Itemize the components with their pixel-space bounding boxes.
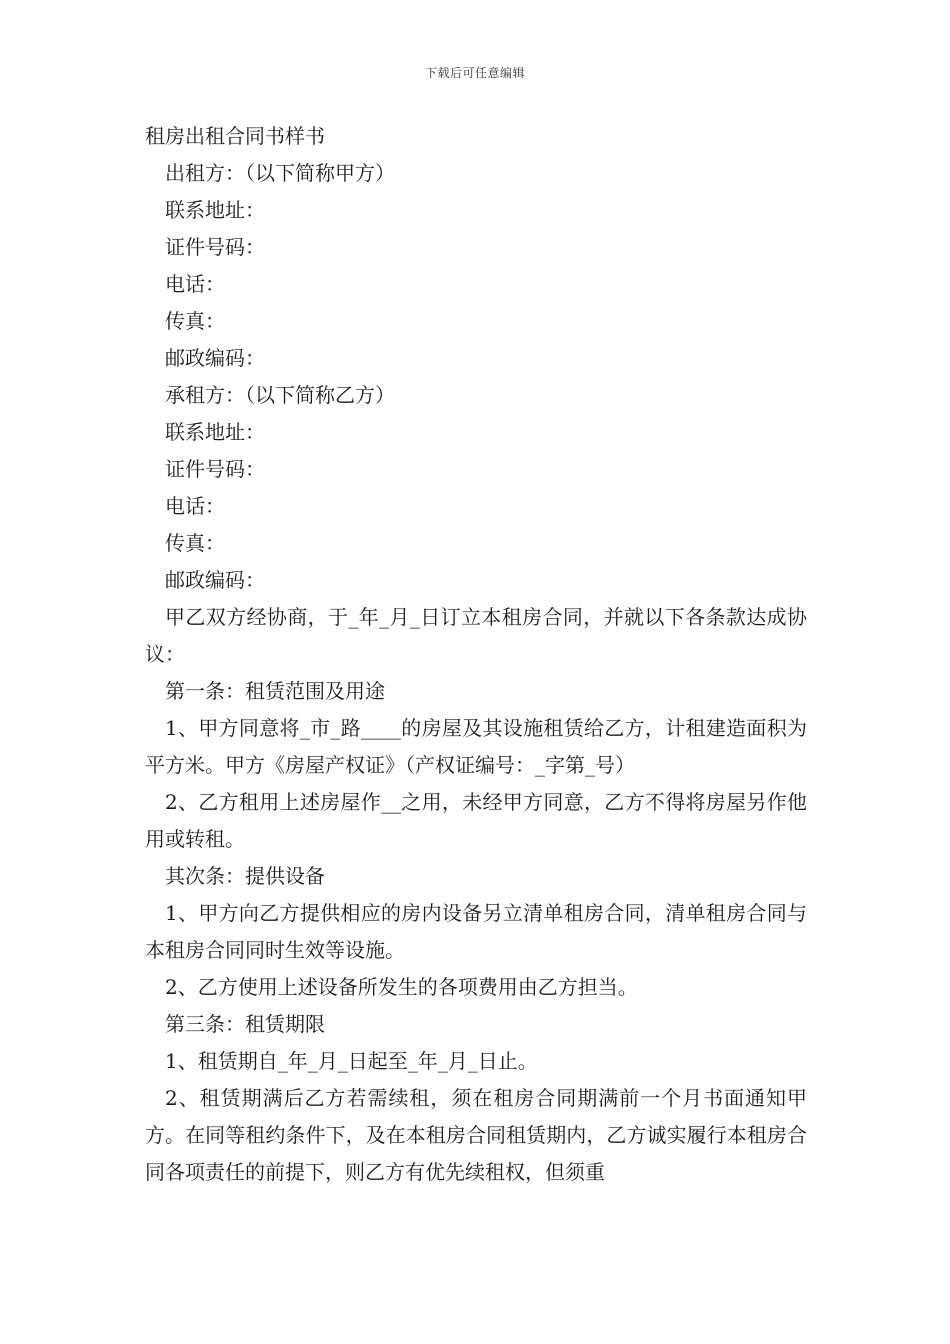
document-body <box>145 118 807 1191</box>
article1-item2: 2、乙方租用上述房屋作__之用，未经甲方同意，乙方不得将房屋另作他用或转租。 <box>145 790 807 851</box>
lessor-address: 联系地址： <box>165 198 265 222</box>
article3-item1: 1、租赁期自_年_月_日起至_年_月_日止。 <box>165 1049 538 1073</box>
document-title: 租房出租合同书样书 <box>145 124 325 148</box>
page-header-note: 下载后可任意编辑 <box>424 66 525 80</box>
preamble-paragraph: 甲乙双方经协商，于_年_月_日订立本租房合同，并就以下各条款达成协议： <box>145 605 807 666</box>
article3-heading: 第三条：租赁期限 <box>165 1012 325 1036</box>
lessee-label: 承租方：（以下简称乙方） <box>165 383 395 407</box>
lessor-fax: 传真： <box>165 309 225 333</box>
lessee-fax: 传真： <box>165 531 225 555</box>
lessee-address: 联系地址： <box>165 420 265 444</box>
article2-item1: 1、甲方向乙方提供相应的房内设备另立清单租房合同，清单租房合同与本租房合同同时生效等设施。 <box>145 901 807 962</box>
lessor-postcode: 邮政编码： <box>165 346 265 370</box>
lessor-phone: 电话： <box>165 272 225 296</box>
lessor-id-number: 证件号码： <box>165 235 265 259</box>
lessor-label: 出租方：（以下简称甲方） <box>165 161 395 185</box>
article1-item1: 1、甲方同意将_市_路____的房屋及其设施租赁给乙方，计租建造面积为平方米。甲方《房屋产权证》（产权证编号：_字第_号） <box>145 716 807 777</box>
article2-item2: 2、乙方使用上述设备所发生的各项费用由乙方担当。 <box>165 975 638 999</box>
lessee-postcode: 邮政编码： <box>165 568 265 592</box>
article2-heading: 其次条：提供设备 <box>165 864 325 888</box>
lessee-phone: 电话： <box>165 494 225 518</box>
article1-heading: 第一条：租赁范围及用途 <box>165 679 385 703</box>
article3-item2: 2、租赁期满后乙方若需续租，须在租房合同期满前一个月书面通知甲方。在同等租约条件下，及在本租房合同租赁期内，乙方诚实履行本租房合同各项责任的前提下，则乙方有优先续租权，但须重 <box>145 1086 807 1184</box>
lessee-id-number: 证件号码： <box>165 457 265 481</box>
